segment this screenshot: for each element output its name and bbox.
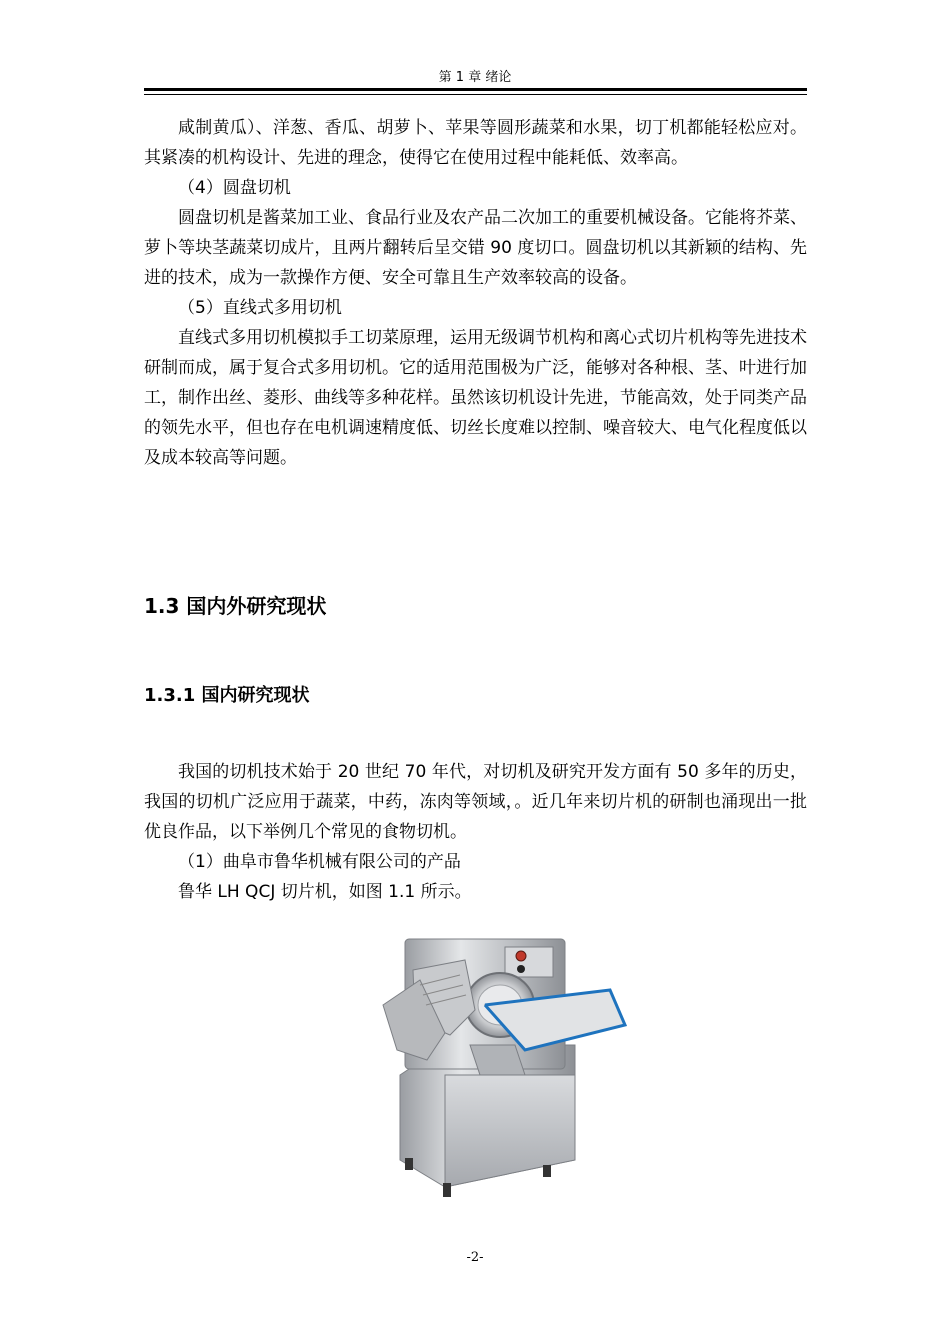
paragraph-figure-reference: 鲁华 LH QCJ 切片机，如图 1.1 所示。 [178,882,472,902]
list-item-title-4: （4）圆盘切机 [178,178,291,198]
body-section-b [144,757,807,907]
cutting-machine-figure [375,925,635,1200]
running-header: 第 1 章 绪论 [438,70,512,85]
body-section-a [144,113,807,473]
header-rule-thin [144,94,807,95]
section-heading-1-3-1: 1.3.1 国内研究现状 [144,685,310,706]
list-item-title-1: （1）曲阜市鲁华机械有限公司的产品 [178,852,461,872]
paragraph-linear-cutter: 直线式多用切机模拟手工切菜原理，运用无级调节机构和离心式切片机构等先进技术研制而成，属于复合式多用切机。它的适用范围极为广泛，能够对各种根、茎、叶进行加工，制作出丝、菱形、曲线等多种花样。虽然该切机设计先进，节能高效，处于同类产品的领先水平，但也存在电机调速精度低、切丝长度难以控制、噪音较大、电气化程度低以及成本较高等问题。 [144,328,807,468]
paragraph-disc-cutter: 圆盘切机是酱菜加工业、食品行业及农产品二次加工的重要机械设备。它能将芥菜、萝卜等块茎蔬菜切成片，且两片翻转后呈交错 90 度切口。圆盘切机以其新颖的结构、先进的技术，成为一款操作方便、安全可靠且生产效率较高的设备。 [144,208,807,288]
page-number: -2- [466,1250,484,1265]
paragraph-domestic-history: 我国的切机技术始于 20 世纪 70 年代，对切机及研究开发方面有 50 多年的历史，我国的切机广泛应用于蔬菜，中药，冻肉等领域，。近几年来切片机的研制也涌现出一批优良作品，以下举例几个常见的食物切机。 [144,762,807,842]
vegetable-cutting-machine-icon [375,925,635,1200]
section-heading-1-3: 1.3 国内外研究现状 [144,594,327,618]
paragraph-dicer-summary: 咸制黄瓜）、洋葱、香瓜、胡萝卜、苹果等圆形蔬菜和水果，切丁机都能轻松应对。其紧凑的机构设计、先进的理念，使得它在使用过程中能耗低、效率高。 [144,118,807,168]
list-item-title-5: （5）直线式多用切机 [178,298,342,318]
header-rule-thick [144,88,807,91]
